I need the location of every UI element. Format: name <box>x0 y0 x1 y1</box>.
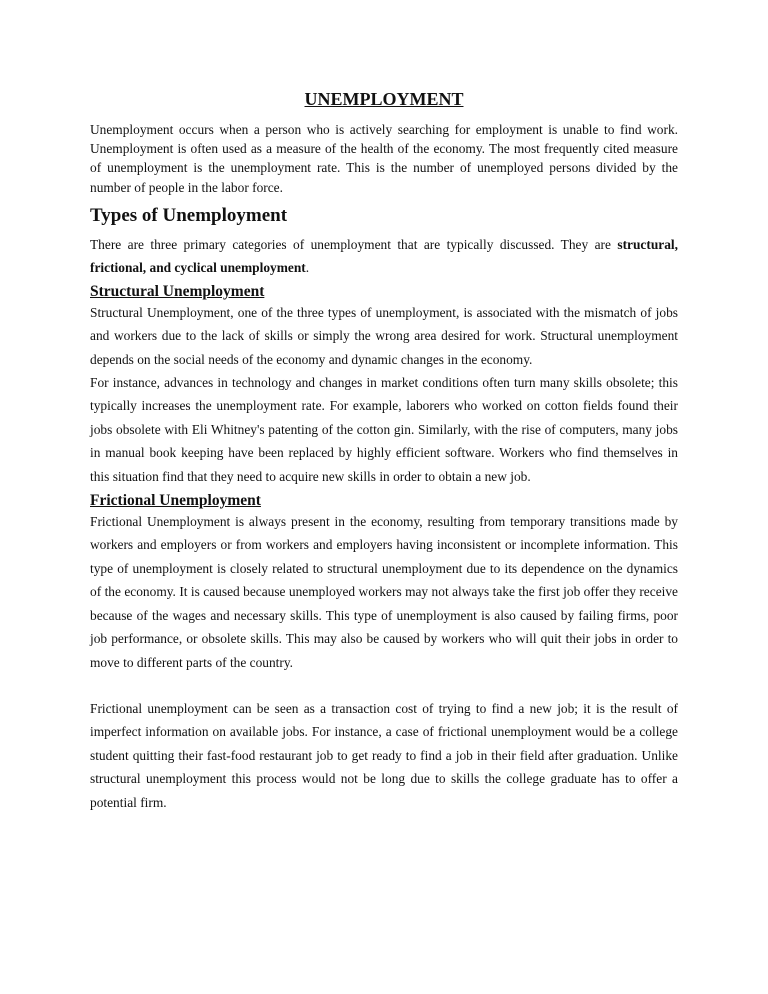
types-bold-text: structural, frictional, and cyclical unemployment <box>90 236 678 275</box>
structural-heading: Structural Unemployment <box>90 282 265 300</box>
frictional-heading: Frictional Unemployment <box>90 492 261 510</box>
paragraph-spacer <box>90 674 678 697</box>
types-end: . <box>305 259 310 275</box>
document-title: UNEMPLOYMENT <box>304 89 464 109</box>
frictional-paragraph-2: Frictional unemployment can be seen as a transaction cost of trying to find a new job; it is the result of imperfect information on available jobs. For instance, a case of frictional unemployment would be a college student quitting their fast-food restaurant job to get ready to find a job in their field after graduation. Unlike structural unemployment this process would not be long due to skills the college graduate has to offer a potential firm. <box>90 700 678 810</box>
types-heading: Types of Unemployment <box>90 204 288 226</box>
frictional-paragraph-1: Frictional Unemployment is always present in the economy, resulting from temporary transitions made by workers and employers or from workers and employers having inconsistent or incomplete information. This type of unemployment is closely related to structural unemployment due to its dependence on the dynamics of the economy. It is caused because unemployed workers may not always take the first job offer they receive because of the wages and necessary skills. This type of unemployment is also caused by failing firms, poor job performance, or obsolete skills. This may also be caused by workers who will quit their jobs in order to move to different parts of the country. <box>90 514 678 670</box>
structural-paragraph-2: For instance, advances in technology and changes in market conditions often turn many skills obsolete; this typically increases the unemployment rate. For example, laborers who worked on cotton fields found their jobs obsolete with Eli Whitney's patenting of the cotton gin. Similarly, with the rise of computers, many jobs in manual book keeping have been replaced by highly efficient software. Workers who find themselves in this situation find that they need to acquire new skills in order to obtain a new job. <box>90 375 678 484</box>
structural-paragraph-1: Structural Unemployment, one of the three types of unemployment, is associated with the mismatch of jobs and workers due to the lack of skills or simply the wrong area desired for work. Structural unemployment depends on the social needs of the economy and dynamic changes in the economy. <box>90 304 678 367</box>
types-text: There are three primary categories of unemployment that are typically discussed. They are <box>90 236 618 252</box>
types-paragraph <box>90 233 678 279</box>
intro-paragraph: Unemployment occurs when a person who is actively searching for employment is unable to find work. Unemployment is often used as a measure of the health of the economy. The most frequently cited measure of unemployment is the unemployment rate. This is the number of unemployed persons divided by the number of people in the labor force. <box>90 122 678 195</box>
document-page <box>90 88 678 814</box>
